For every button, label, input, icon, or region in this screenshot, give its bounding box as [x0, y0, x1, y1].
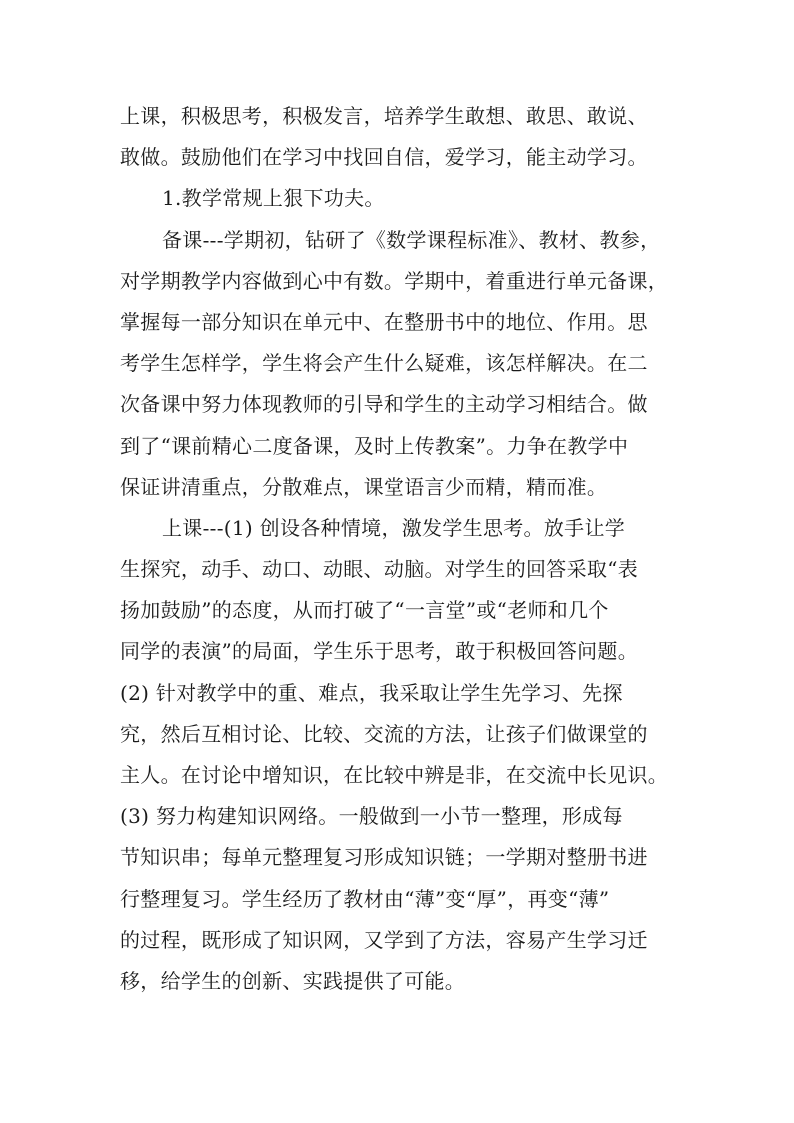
- text-line: 保证讲清重点，分散难点，课堂语言少而精，精而准。: [120, 474, 608, 499]
- text-line: (3) 努力构建知识网络。一般做到一小节一整理，形成每: [120, 804, 623, 829]
- text-line: 上课---(1) 创设各种情境，激发学生思考。放手让学: [162, 515, 626, 540]
- text-line: 次备课中努力体现教师的引导和学生的主动学习相结合。做: [120, 392, 648, 417]
- text-line: 备课---学期初，钻研了《数学课程标准》、教材、教参，: [162, 227, 661, 252]
- text-line: (2) 针对教学中的重、难点，我采取让学生先学习、先探: [120, 680, 623, 705]
- text-line: 掌握每一部分知识在单元中、在整册书中的地位、作用。思: [120, 309, 648, 334]
- text-line: 究，然后互相讨论、比较、交流的方法，让孩子们做课堂的: [120, 721, 648, 746]
- text-line: 考学生怎样学，学生将会产生什么疑难，该怎样解决。在二: [120, 351, 648, 376]
- text-line: 对学期教学内容做到心中有数。学期中，着重进行单元备课，: [120, 268, 669, 293]
- text-line: 生探究，动手、动口、动眼、动脑。对学生的回答采取“表: [120, 557, 639, 582]
- text-line: 敢做。鼓励他们在学习中找回自信，爱学习，能主动学习。: [120, 145, 648, 170]
- text-line: 到了“课前精心二度备课，及时上传教案”。力争在教学中: [120, 433, 629, 458]
- text-line: 1.教学常规上狠下功夫。: [162, 186, 385, 211]
- text-line: 行整理复习。学生经历了教材由“薄”变“厚”，再变“薄”: [120, 886, 610, 911]
- text-line: 上课，积极思考，积极发言，培养学生敢想、敢思、敢说、: [120, 104, 648, 128]
- text-line: 的过程，既形成了知识网，又学到了方法，容易产生学习迁: [120, 927, 648, 952]
- text-line: 主人。在讨论中增知识，在比较中辨是非，在交流中长见识。: [120, 763, 669, 787]
- text-line: 节知识串；每单元整理复习形成知识链；一学期对整册书进: [120, 845, 648, 870]
- text-line: 同学的表演”的局面，学生乐于思考，敢于积极回答问题。: [120, 639, 639, 664]
- text-line: 移，给学生的创新、实践提供了可能。: [120, 968, 466, 993]
- body-text: [120, 96, 692, 1002]
- text-line: 扬加鼓励”的态度，从而打破了“一言堂”或“老师和几个: [120, 598, 609, 623]
